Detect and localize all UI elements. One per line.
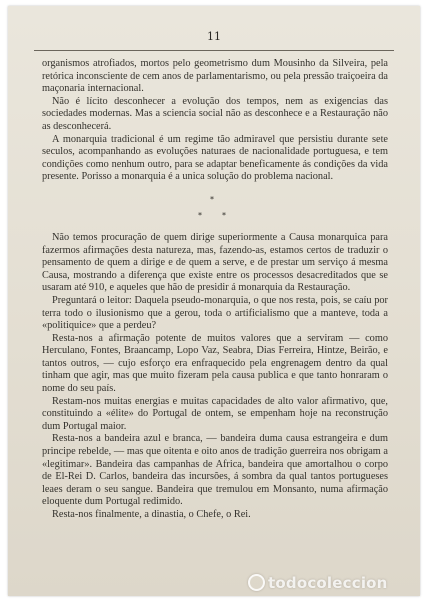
watermark-logo-icon <box>248 574 265 591</box>
body-text <box>42 58 388 522</box>
header-rule <box>34 50 394 51</box>
paragraph: A monarquia tradicional é um regime tão admiravel que persistiu durante sete seculos, acompanhando as evoluções naturaes de nacionalidade portuguesa, e tem condições como nenhum outro, para se adaptar beneficamente ás condições da vida presente. Porisso a monarquia é a unica solução do problema nacional. <box>42 133 388 183</box>
watermark <box>248 574 388 592</box>
paragraph: Resta-nos finalmente, a dinastia, o Chefe, o Rei. <box>52 509 251 520</box>
paragraph: Não temos procuração de quem dirige superiormente a Causa monarquica para fazermos afirmações desta natureza, mas, fazendo-as, estamos certos de traduzir o pensamento de quem a dirige e de quem a serve, e de prestar um serviço á mesma Causa, mostrando a diferença que existe entre os processos desacreditados que se usaram até 910, e aqueles que hão de presidir á monarquia da Restauração. <box>42 231 388 294</box>
section-separator <box>42 184 388 232</box>
paragraph: Não é lícito desconhecer a evolução dos tempos, nem as exigencias das sociedades modernas. Mas a sciencia social não as desconhece e a Restauração não as desconhecerá. <box>42 95 388 132</box>
paragraph: Resta-nos a afirmação potente de muitos valores que a serviram — como Herculano, Fontes, Braancamp, Lopo Vaz, Seabra, Dias Ferreira, Hintze, Beirão, e tantos outros, — cujo esforço era enfraquecido pela engrenagem dentro da qual tinham que agir, mas que muito fizeram pela causa publica e que tanto honraram o nome do seu país. <box>42 332 388 395</box>
separator-star: * <box>222 210 226 220</box>
watermark-text: todocoleccion <box>268 574 388 592</box>
separator-star: * <box>198 210 202 220</box>
paragraph: Resta-nos a bandeira azul e branca, — bandeira duma causa estrangeira e dum principe rebelde, — mas que oitenta e oito anos de tradição guerreira nos obrigam a «legitimar». Bandeira das campanhas de Africa, bandeira que amortalhou o corpo de El-Rei D. Carlos, bandeira das incursões, á sombra da qual tantos portugueses leaes deram o seu sangue. Bandeira que tremulou em Monsanto, numa afirmação eloquente dum Portugal redimido. <box>42 433 388 508</box>
separator-star: * <box>210 194 214 204</box>
paragraph: Restam-nos muitas energias e muitas capacidades de alto valor afirmativo, que, constituindo a «élite» do Portugal de ontem, se empenham hoje na reconstrução dum Portugal maior. <box>42 395 388 432</box>
paragraph: Preguntará o leitor: Daquela pseudo-monarquia, o que nos resta, pois, se caíu por terra todo o ilusionismo que a gerou, toda o artificialismo que a manteve, toda a «politiquice» que a perdeu? <box>42 294 388 332</box>
page-number: 11 <box>207 30 221 43</box>
paragraph: organismos atrofiados, mortos pelo geometrismo dum Mousinho da Silveira, pela retórica inconsciente de cem anos de parlamentarismo, ou pela pressão traiçoeira da maçonaria internacional. <box>42 58 388 95</box>
book-page <box>8 6 420 596</box>
